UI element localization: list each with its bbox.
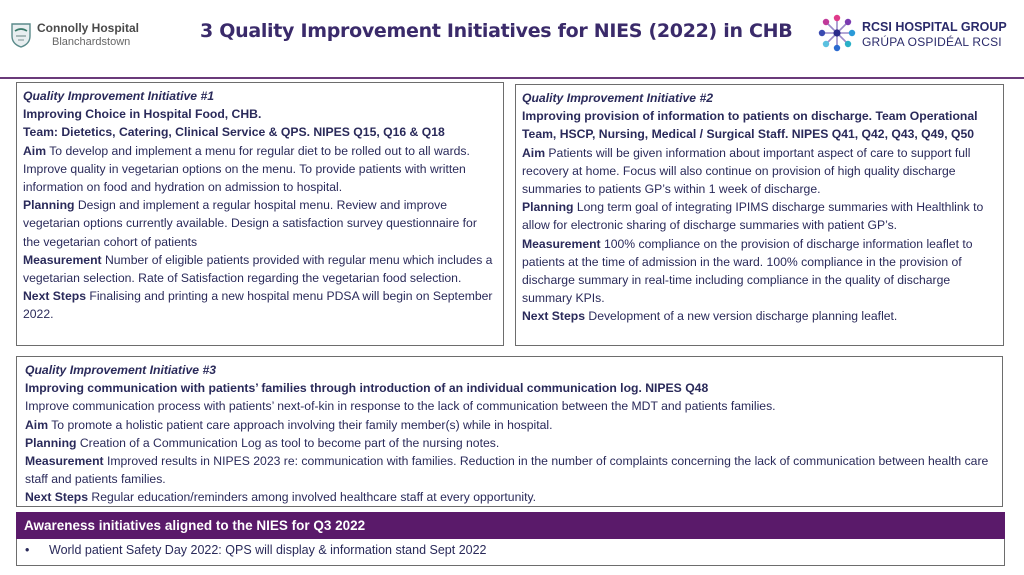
initiative-2-aim bbox=[522, 144, 997, 199]
aim-text: To promote a holistic patient care approach involving their family member(s) while in hospital. bbox=[48, 417, 553, 432]
initiative-1-box bbox=[16, 82, 504, 346]
rcsi-network-icon bbox=[818, 14, 856, 52]
next-steps-text: Development of a new version discharge planning leaflet. bbox=[585, 309, 898, 324]
next-steps-label: Next Steps bbox=[25, 490, 88, 505]
initiative-3-subtitle: Improving communication with patients’ families through introduction of an individual communication log. NIPES Q48 bbox=[25, 381, 709, 396]
planning-label: Planning bbox=[522, 200, 574, 215]
logo-name-line2: Blanchardstown bbox=[52, 36, 131, 48]
planning-label: Planning bbox=[23, 198, 75, 213]
measurement-text: 100% compliance on the provision of discharge information leaflet to patients at the time of admission in the ward. 100% compliance in the provision of discharge summary in real-time including compliance in the quality of discharge summary KPIs. bbox=[522, 236, 973, 306]
measurement-label: Measurement bbox=[23, 252, 102, 267]
initiative-3-planning bbox=[25, 434, 996, 452]
initiative-3-next-steps bbox=[25, 488, 996, 506]
initiative-2-heading: Quality Improvement Initiative #2 bbox=[522, 91, 713, 105]
aim-label: Aim bbox=[23, 143, 47, 158]
hospital-crest-icon bbox=[10, 22, 32, 48]
planning-label: Planning bbox=[25, 435, 77, 450]
initiative-3-aim bbox=[25, 416, 996, 434]
initiative-3-heading: Quality Improvement Initiative #3 bbox=[25, 363, 216, 377]
initiative-2-subtitle: Improving provision of information to patients on discharge. Team Operational Team, HSCP, Nursing, Medical / Surgical Staff. NIPES Q41, Q42, Q43, Q49, Q50 bbox=[522, 109, 978, 142]
planning-text: Long term goal of integrating IPIMS discharge summaries with Healthlink to allow for electronic sharing of discharge summaries with patient GP’s. bbox=[522, 200, 984, 233]
aim-label: Aim bbox=[522, 145, 546, 160]
page-title: 3 Quality Improvement Initiatives for NIES (2022) in CHB bbox=[200, 20, 793, 42]
next-steps-text: Finalising and printing a new hospital menu PDSA will begin on September 2022. bbox=[23, 289, 493, 322]
initiative-1-measurement bbox=[23, 251, 497, 287]
group-name-english: RCSI HOSPITAL GROUP bbox=[862, 20, 1007, 34]
initiative-3-box bbox=[16, 356, 1003, 507]
initiative-1-subtitle: Improving Choice in Hospital Food, CHB. bbox=[23, 107, 262, 122]
measurement-label: Measurement bbox=[522, 236, 601, 251]
next-steps-label: Next Steps bbox=[522, 309, 585, 324]
measurement-label: Measurement bbox=[25, 454, 104, 469]
group-name-irish: GRÚPA OSPIDÉAL RCSI bbox=[862, 35, 1002, 49]
initiative-2-next-steps bbox=[522, 307, 997, 325]
planning-text: Design and implement a regular hospital menu. Review and improve vegetarian options currently available. Design a satisfaction survey questionnaire for the vegetarian cohort of patients bbox=[23, 198, 477, 249]
awareness-heading: Awareness initiatives aligned to the NIES for Q3 2022 bbox=[16, 512, 1005, 539]
awareness-item-text: World patient Safety Day 2022: QPS will display & information stand Sept 2022 bbox=[49, 543, 487, 557]
initiative-2-planning bbox=[522, 198, 997, 234]
next-steps-text: Regular education/reminders among involved healthcare staff at every opportunity. bbox=[88, 490, 537, 505]
connolly-hospital-logo bbox=[10, 20, 140, 50]
initiative-1-next-steps bbox=[23, 287, 497, 323]
bullet-icon: • bbox=[25, 543, 30, 557]
header-divider bbox=[0, 77, 1024, 79]
initiative-2-box bbox=[515, 84, 1004, 346]
initiative-2-measurement bbox=[522, 235, 997, 308]
initiative-3-measurement bbox=[25, 452, 996, 488]
initiative-3-intro: Improve communication process with patients’ next-of-kin in response to the lack of communication between the MDT and patients families. bbox=[25, 399, 776, 414]
measurement-text: Improved results in NIPES 2023 re: communication with families. Reduction in the number of complaints concerning the lack of communication between health care staff and patients families. bbox=[25, 454, 989, 487]
initiative-1-heading: Quality Improvement Initiative #1 bbox=[23, 89, 214, 103]
logo-name-line1: Connolly Hospital bbox=[37, 21, 139, 35]
list-item bbox=[25, 543, 996, 557]
planning-text: Creation of a Communication Log as tool to become part of the nursing notes. bbox=[76, 435, 500, 450]
awareness-list bbox=[16, 539, 1005, 566]
initiative-1-team: Team: Dietetics, Catering, Clinical Service & QPS. NIPES Q15, Q16 & Q18 bbox=[23, 125, 445, 140]
aim-text: Patients will be given information about important aspect of care to support full recovery at home. Focus will also continue on provision of high quality discharge summaries to patients GP’s within 1 week of discharge. bbox=[522, 145, 971, 197]
slide-header bbox=[0, 0, 1024, 78]
initiative-1-planning bbox=[23, 196, 497, 251]
initiative-1-aim bbox=[23, 142, 497, 197]
measurement-text: Number of eligible patients provided with regular menu which includes a vegetarian selection. Rate of Satisfaction regarding the vegetarian food selection. bbox=[23, 252, 493, 286]
rcsi-group-logo bbox=[818, 14, 1018, 54]
aim-label: Aim bbox=[25, 417, 49, 432]
next-steps-label: Next Steps bbox=[23, 289, 86, 304]
aim-text: To develop and implement a menu for regular diet to be rolled out to all wards. Improve quality in vegetarian options on the menu. To provide patients with written information on food and hydration on admission to hospital. bbox=[23, 143, 470, 195]
